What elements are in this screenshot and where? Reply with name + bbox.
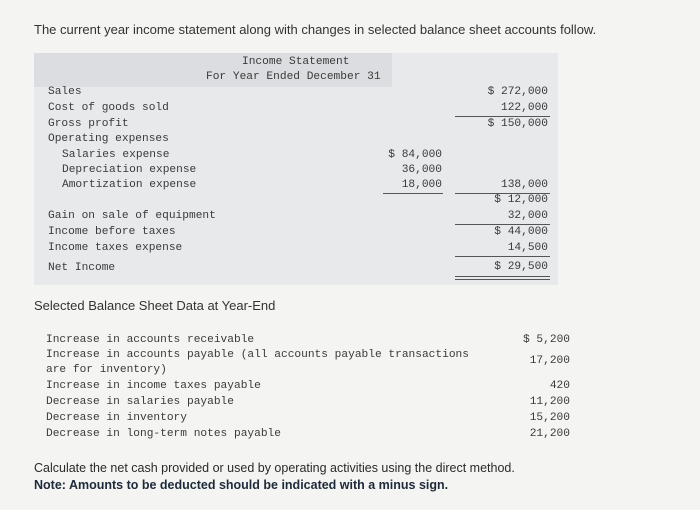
bs-amount-ar: $ 5,200 (523, 334, 570, 346)
bs-amount-taxes-payable: 420 (549, 380, 570, 392)
cogs-underline (455, 116, 550, 117)
income-before-taxes-label: Income before taxes (48, 226, 176, 238)
bs-amount-inventory: 15,200 (529, 412, 570, 424)
bs-label-inventory: Decrease in inventory (46, 412, 187, 424)
bs-label-ar: Increase in accounts receivable (46, 334, 255, 346)
bs-amount-ap: 17,200 (529, 355, 570, 367)
income-taxes-label: Income taxes expense (48, 242, 183, 254)
gross-profit-label: Gross profit (48, 118, 129, 130)
gain-amount: 32,000 (507, 210, 548, 222)
income-statement-title: Income Statement (242, 56, 350, 68)
income-taxes-amount: 14,500 (507, 242, 548, 254)
amortization-amount: 18,000 (401, 179, 442, 191)
gain-label: Gain on sale of equipment (48, 210, 216, 222)
bs-amount-salaries-payable: 11,200 (529, 396, 570, 408)
taxes-underline (455, 256, 550, 257)
balance-sheet-title: Selected Balance Sheet Data at Year-End (34, 298, 276, 313)
cogs-amount: 122,000 (501, 102, 548, 114)
sales-label: Sales (48, 86, 82, 98)
question-text: Calculate the net cash provided or used by operating activities using the direct method. (34, 461, 515, 475)
bs-label-ap-cont: are for inventory) (46, 364, 167, 376)
opex-underline (383, 193, 443, 194)
amortization-label: Amortization expense (62, 179, 197, 191)
gain-underline (455, 224, 550, 225)
net-income-double-underline (455, 276, 550, 280)
bs-label-taxes-payable: Increase in income taxes payable (46, 380, 261, 392)
depreciation-amount: 36,000 (401, 164, 442, 176)
salaries-label: Salaries expense (62, 149, 170, 161)
instruction-note: Note: Amounts to be deducted should be indicated with a minus sign. (34, 478, 449, 492)
depreciation-label: Depreciation expense (62, 164, 197, 176)
bs-label-notes-payable: Decrease in long-term notes payable (46, 428, 281, 440)
net-income-amount: $ 29,500 (494, 261, 548, 273)
salaries-amount: $ 84,000 (388, 149, 442, 161)
net-income-label: Net Income (48, 262, 116, 274)
total-opex-amount: 138,000 (501, 179, 548, 191)
bs-label-salaries-payable: Decrease in salaries payable (46, 396, 234, 408)
operating-income-amount: $ 12,000 (494, 194, 548, 206)
opex-label: Operating expenses (48, 133, 169, 145)
gross-profit-amount: $ 150,000 (487, 118, 548, 130)
intro-text: The current year income statement along with changes in selected balance sheet accounts follow. (34, 22, 597, 37)
bs-amount-notes-payable: 21,200 (529, 428, 570, 440)
sales-amount: $ 272,000 (487, 86, 548, 98)
cogs-label: Cost of goods sold (48, 102, 169, 114)
bs-label-ap: Increase in accounts payable (all accounts payable transactions (46, 349, 469, 361)
income-before-taxes-amount: $ 44,000 (494, 226, 548, 238)
income-statement-period: For Year Ended December 31 (206, 71, 381, 83)
